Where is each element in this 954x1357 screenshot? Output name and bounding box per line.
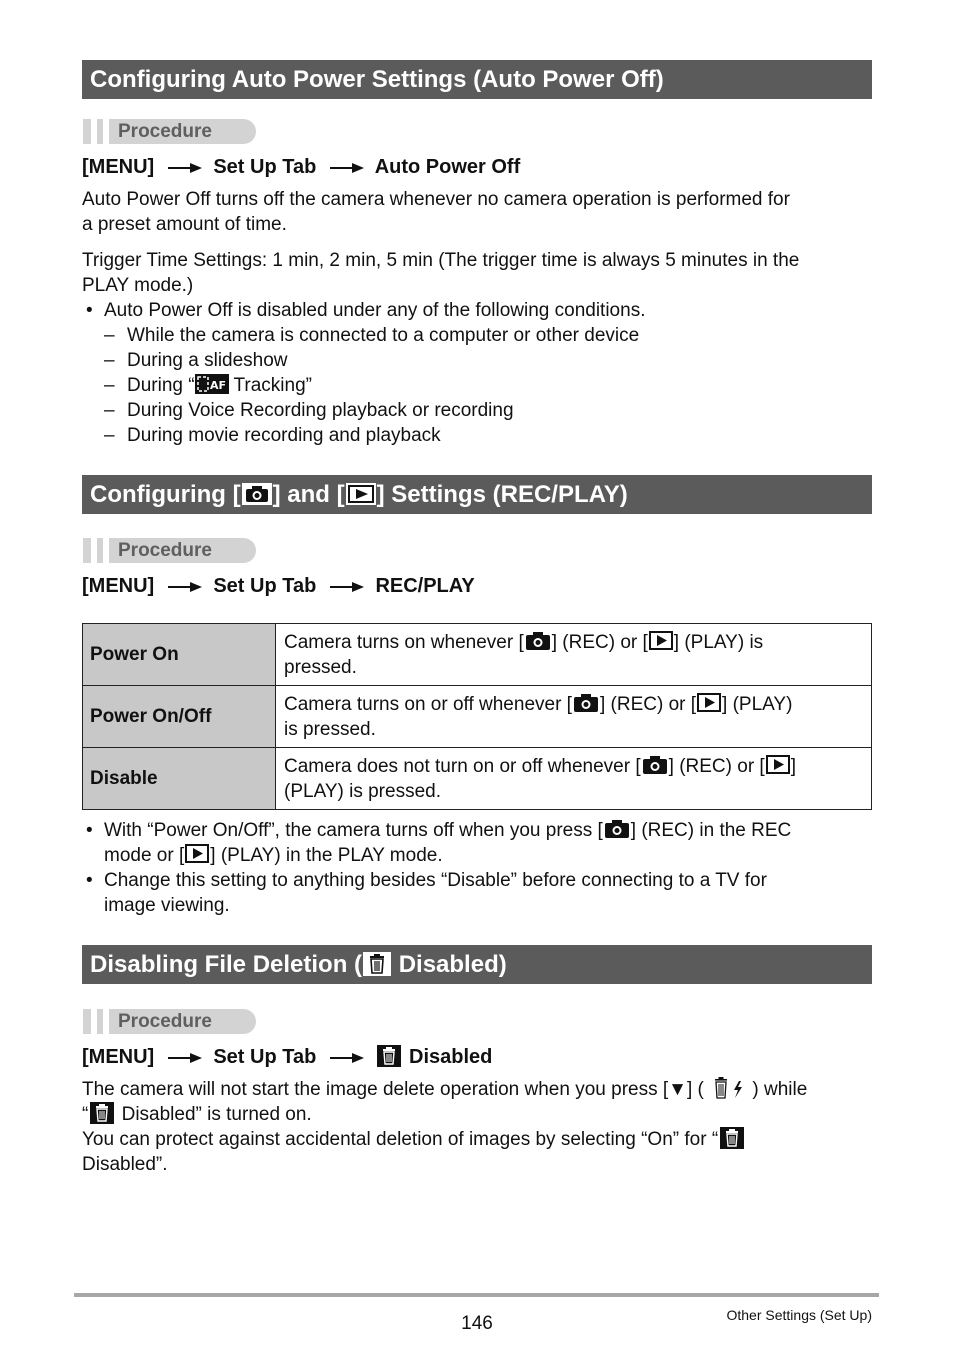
description-line — [82, 1127, 746, 1152]
procedure-label — [83, 119, 256, 144]
section-title: Disabling File Deletion ( — [90, 951, 363, 978]
menu-item: REC/PLAY — [375, 575, 475, 597]
trash-icon — [88, 1102, 116, 1124]
setting-name: Power On — [83, 624, 276, 686]
bullet-marker: • — [86, 300, 93, 321]
menu-path — [82, 1044, 492, 1070]
section-title: Configuring [ — [90, 481, 241, 508]
menu-key: [MENU] — [82, 575, 155, 597]
play-icon — [696, 692, 722, 713]
description-text: ] (REC) or [ — [551, 631, 648, 653]
dash-marker: – — [104, 400, 115, 421]
procedure-stripe — [103, 538, 109, 563]
page-number: 146 — [461, 1313, 493, 1334]
bullet-marker: • — [86, 870, 93, 891]
section-heading-auto-power-off — [82, 60, 872, 99]
bullet-text: Auto Power Off is disabled under any of the following conditions. — [104, 300, 646, 321]
setting-description — [276, 686, 872, 748]
section-heading-rec-play — [82, 475, 872, 514]
note-text: With “Power On/Off”, the camera turns off when you press [ — [104, 820, 603, 841]
condition-text: Tracking” — [228, 375, 312, 396]
menu-item: Auto Power Off — [374, 156, 521, 178]
description-text: ] (REC) or [ — [668, 755, 765, 777]
procedure-stripe — [91, 1009, 97, 1034]
description-text: “ — [82, 1104, 89, 1125]
play-icon — [648, 630, 674, 651]
description-text: Camera turns on whenever [ — [284, 631, 524, 653]
dash-marker: – — [104, 350, 115, 371]
condition-item: During movie recording and playback — [127, 425, 441, 446]
note-text: ] (PLAY) in the PLAY mode. — [210, 845, 443, 866]
section-title: ] and [ — [272, 481, 345, 508]
table-row — [83, 748, 872, 810]
procedure-stripe — [91, 538, 97, 563]
procedure-stripe — [91, 119, 97, 144]
arrow-right-icon — [330, 162, 364, 174]
arrow-right-icon — [168, 1052, 202, 1064]
description-line: Auto Power Off turns off the camera whenever no camera operation is performed for — [82, 189, 790, 210]
camera-icon — [572, 692, 600, 713]
description-text: ] (PLAY) is — [673, 631, 764, 653]
procedure-label — [83, 1009, 256, 1034]
description-text: is pressed. — [284, 718, 376, 740]
menu-key: [MENU] — [82, 1046, 155, 1068]
trash-flash-icon — [709, 1076, 747, 1100]
tracking-af-icon — [195, 374, 229, 394]
play-icon — [765, 754, 791, 775]
note-line — [104, 843, 443, 868]
arrow-right-icon — [330, 581, 364, 593]
svg-text:AF: AF — [209, 378, 226, 392]
dash-marker: – — [104, 325, 115, 346]
camera-icon — [603, 818, 631, 839]
play-icon — [184, 843, 210, 864]
section-title: Configuring Auto Power Settings (Auto Power Off) — [90, 66, 664, 93]
description-text: Disabled” is turned on. — [116, 1104, 312, 1125]
description-text: Camera does not turn on or off whenever [ — [284, 755, 641, 777]
note-line — [104, 818, 791, 843]
procedure-stripe — [103, 119, 109, 144]
setting-description — [276, 748, 872, 810]
description-line: a preset amount of time. — [82, 214, 287, 235]
section-heading-delete-disabled — [82, 945, 872, 984]
condition-item: During Voice Recording playback or recording — [127, 400, 514, 421]
menu-tab: Set Up Tab — [213, 575, 317, 597]
description-text: ] — [790, 755, 796, 777]
condition-item: During a slideshow — [127, 350, 288, 371]
description-text: ) while — [752, 1079, 808, 1100]
procedure-text: Procedure — [118, 540, 212, 561]
note-text: mode or [ — [104, 845, 185, 866]
procedure-text: Procedure — [118, 121, 212, 142]
description-text: The camera will not start the image delete operation when you press [▼] ( — [82, 1079, 704, 1100]
condition-item: While the camera is connected to a computer or other device — [127, 325, 640, 346]
condition-text: During “ — [127, 375, 195, 396]
section-title: Disabled) — [392, 951, 507, 978]
description-text: You can protect against accidental deletion of images by selecting “On” for “ — [82, 1129, 719, 1150]
menu-tab: Set Up Tab — [213, 156, 317, 178]
dash-marker: – — [104, 425, 115, 446]
menu-tab: Set Up Tab — [213, 1046, 317, 1068]
bullet-marker: • — [86, 820, 93, 841]
menu-key: [MENU] — [82, 156, 155, 178]
description-text: pressed. — [284, 656, 357, 678]
menu-path — [82, 154, 520, 180]
trigger-line: Trigger Time Settings: 1 min, 2 min, 5 min (The trigger time is always 5 minutes in the — [82, 250, 800, 271]
table-row — [83, 624, 872, 686]
menu-path — [82, 573, 475, 599]
trash-icon — [375, 1045, 403, 1067]
description-text: Camera turns on or off whenever [ — [284, 693, 572, 715]
chapter-label: Other Settings (Set Up) — [726, 1307, 872, 1323]
setting-name: Power On/Off — [83, 686, 276, 748]
trash-icon — [718, 1127, 746, 1149]
procedure-stripe — [103, 1009, 109, 1034]
camera-icon — [641, 754, 669, 775]
footer-rule — [74, 1293, 879, 1297]
note-line: image viewing. — [104, 895, 230, 916]
section-title: ] Settings (REC/PLAY) — [376, 481, 628, 508]
note-text: ] (REC) in the REC — [630, 820, 792, 841]
note-line: Change this setting to anything besides “Disable” before connecting to a TV for — [104, 870, 767, 891]
description-line: Disabled”. — [82, 1154, 168, 1175]
table-row — [83, 686, 872, 748]
description-text: ] (REC) or [ — [599, 693, 697, 715]
description-text: (PLAY) is pressed. — [284, 780, 441, 802]
condition-item — [127, 373, 312, 398]
setting-name: Disable — [83, 748, 276, 810]
trigger-line: PLAY mode.) — [82, 275, 194, 296]
description-line — [82, 1077, 807, 1102]
description-line — [82, 1102, 312, 1127]
camera-icon — [524, 630, 552, 651]
dash-marker: – — [104, 375, 115, 396]
menu-item: Disabled — [409, 1046, 493, 1068]
description-text: ] (PLAY) — [722, 693, 793, 715]
arrow-right-icon — [168, 581, 202, 593]
rec-play-settings-table — [82, 623, 872, 810]
trash-icon — [362, 951, 392, 977]
setting-description — [276, 624, 872, 686]
procedure-text: Procedure — [118, 1011, 212, 1032]
play-icon — [345, 482, 377, 506]
arrow-right-icon — [330, 1052, 364, 1064]
procedure-label — [83, 538, 256, 563]
arrow-right-icon — [168, 162, 202, 174]
camera-icon — [241, 482, 273, 506]
